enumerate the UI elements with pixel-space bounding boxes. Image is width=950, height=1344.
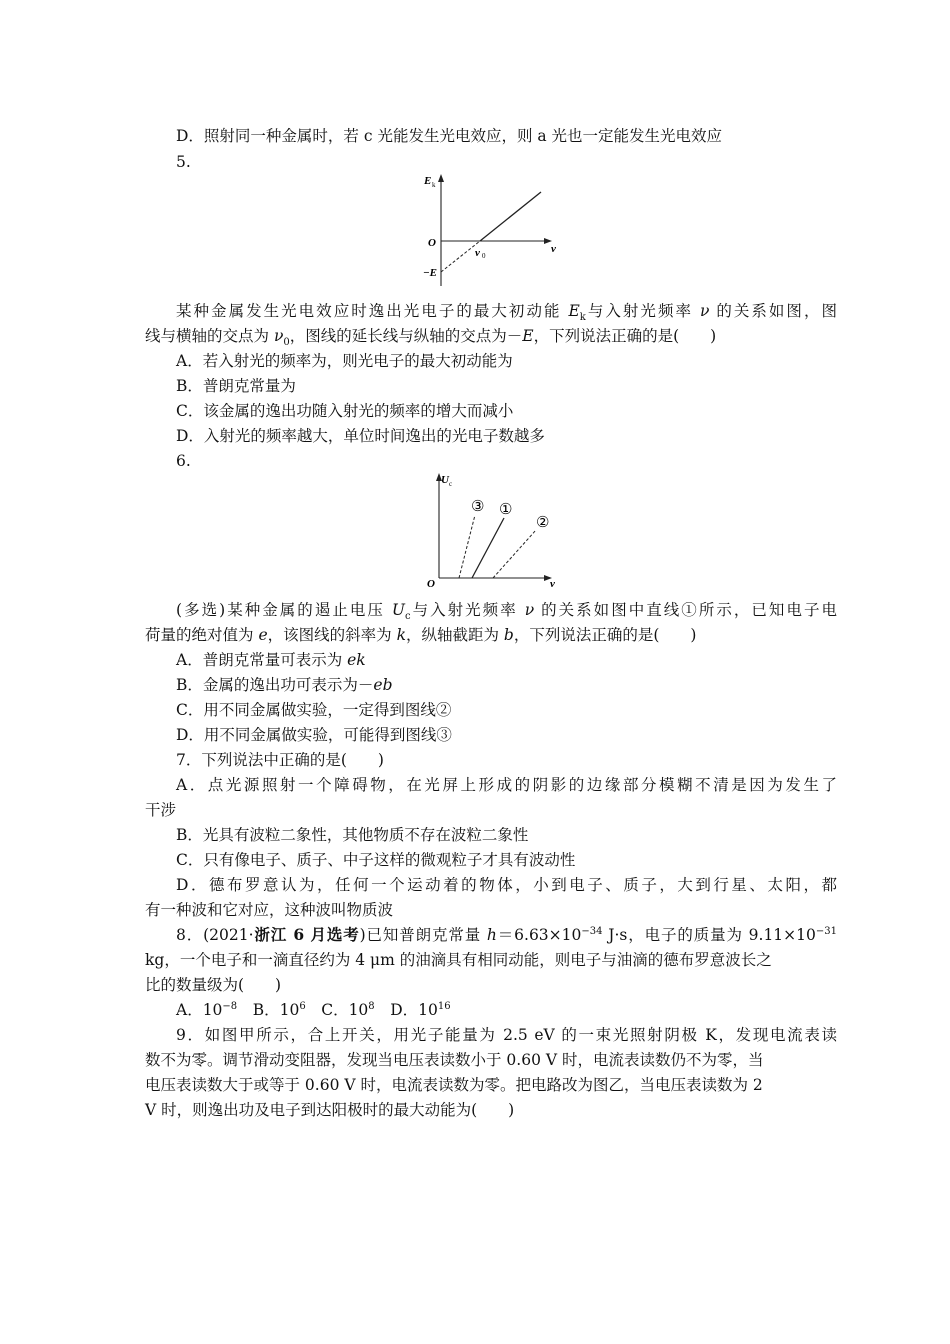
- q8-stem-line2: kg，一个电子和一滴直径约为 4 μm 的油滴具有相同动能，则电子与油滴的德布罗意波长之: [145, 951, 772, 969]
- q9-stem-line4: V 时，则逸出功及电子到达阳极时的最大动能为( ): [145, 1101, 515, 1119]
- q7-option-d-line2: 有一种波和它对应，这种波叫物质波: [145, 901, 394, 919]
- q6-line-2-label: ②: [536, 515, 550, 531]
- q6-option-a: A．普朗克常量可表示为 ek: [176, 651, 366, 669]
- q5-origin-label: O: [428, 237, 436, 249]
- q9-stem-line2: 数不为零。调节滑动变阻器，发现当电压表读数小于 0.60 V 时，电流表读数仍不为零，当: [145, 1051, 764, 1069]
- q5-stem-line2: 线与横轴的交点为 $\nu_0$，图线的延长线与纵轴的交点为－E，下列说法正确的是( ): [145, 327, 717, 349]
- q7-option-b: B．光具有波粒二象性，其他物质不存在波粒二象性: [176, 826, 529, 844]
- q5-x-tick-label: ν: [475, 247, 480, 259]
- q8-stem-line3: 比的数量级为( ): [145, 976, 282, 994]
- q5-y-label-sub: k: [432, 181, 436, 189]
- q6-y-label-sub: c: [449, 480, 453, 488]
- q7-option-a-line2: 干涉: [145, 801, 177, 819]
- q5-x-label: ν: [551, 243, 556, 255]
- q7-option-d-line1: D．德布罗意认为，任何一个运动着的物体，小到电子、质子，大到行星、太阳，都: [176, 876, 837, 894]
- q5-figure: [420, 172, 570, 290]
- q7-option-a-line1: A．点光源照射一个障碍物，在光屏上形成的阴影的边缘部分模糊不清是因为发生了: [176, 776, 837, 794]
- q8-options: A．$10^{-8}$ B．$10^6$ C．$10^8$ D．$10^{16}$: [176, 1000, 451, 1019]
- q6-figure: [420, 470, 570, 590]
- q8-stem-line1: 8．(2021·浙江 6 月选考)已知普朗克常量 $h=6.63\times 10^{-34}$ J·s，电子的质量为 $9.11\times 10^{-31}$: [176, 925, 837, 944]
- q5-option-c: C．该金属的逸出功随入射光的频率的增大而减小: [176, 402, 514, 420]
- q6-origin-label: O: [427, 578, 435, 590]
- q5-stem-line1: 某种金属发生光电效应时逸出光电子的最大初动能 $E_k$与入射光频率 ν 的关系如图，图: [176, 302, 837, 324]
- q6-line-1-label: ①: [499, 502, 513, 518]
- q4-option-d: D．照射同一种金属时，若 c 光能发生光电效应，则 a 光也一定能发生光电效应: [176, 127, 723, 145]
- q6-y-label: U: [441, 474, 449, 486]
- q9-stem-line3: 电压表读数大于或等于 0.60 V 时，电流表读数为零。把电路改为图乙，当电压表读数为 2: [145, 1076, 763, 1094]
- q6-option-b: B．金属的逸出功可表示为－eb: [176, 676, 393, 694]
- q5-option-a: A．若入射光的频率为，则光电子的最大初动能为: [176, 352, 513, 370]
- q5-number: 5.: [176, 153, 191, 171]
- q6-line-3-label: ③: [471, 499, 485, 515]
- q5-neg-e-label: −E: [423, 267, 438, 279]
- q7-option-c: C．只有像电子、质子、中子这样的微观粒子才具有波动性: [176, 851, 576, 869]
- q6-option-c: C．用不同金属做实验，一定得到图线②: [176, 701, 452, 719]
- q5-y-label: E: [424, 175, 432, 187]
- q6-stem-line2: 荷量的绝对值为 e，该图线的斜率为 k，纵轴截距为 b，下列说法正确的是( ): [145, 626, 697, 644]
- q6-option-d: D．用不同金属做实验，可能得到图线③: [176, 726, 452, 744]
- q7-stem: 7．下列说法中正确的是( ): [176, 751, 384, 769]
- q5-option-b: B．普朗克常量为: [176, 377, 296, 395]
- q9-stem-line1: 9．如图甲所示，合上开关，用光子能量为 2.5 eV 的一束光照射阴极 K，发现电流表读: [176, 1026, 837, 1044]
- q6-x-label: ν: [550, 578, 555, 590]
- q6-stem-line1: (多选)某种金属的遏止电压 $U_c$与入射光频率 ν 的关系如图中直线①所示，已知电子电: [176, 601, 837, 623]
- q5-option-d: D．入射光的频率越大，单位时间逸出的光电子数越多: [176, 427, 545, 445]
- q5-x-tick-sub: 0: [482, 252, 486, 260]
- q6-number: 6.: [176, 452, 191, 470]
